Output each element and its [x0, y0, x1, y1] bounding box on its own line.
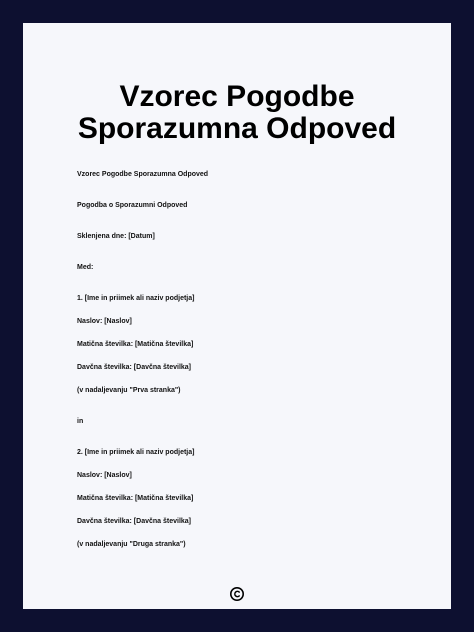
document-line: Med:	[77, 264, 94, 271]
document-page	[23, 23, 451, 609]
document-line: (v nadaljevanju "Prva stranka")	[77, 387, 181, 394]
document-title	[23, 81, 451, 145]
document-line: Davčna številka: [Davčna številka]	[77, 364, 192, 371]
document-line: 1. [Ime in priimek ali naziv podjetja]	[77, 295, 195, 302]
document-line: Naslov: [Naslov]	[77, 472, 132, 479]
document-line: Vzorec Pogodbe Sporazumna Odpoved	[77, 171, 209, 178]
document-line: (v nadaljevanju "Druga stranka")	[77, 541, 186, 548]
document-line: Matična številka: [Matična številka]	[77, 341, 194, 348]
document-line: Sklenjena dne: [Datum]	[77, 233, 155, 240]
document-line: Davčna številka: [Davčna številka]	[77, 518, 192, 525]
document-line: in	[77, 418, 84, 425]
document-title-line-2: Sporazumna Odpoved	[77, 112, 397, 145]
copyright-icon	[229, 586, 245, 602]
document-line: Matična številka: [Matična številka]	[77, 495, 194, 502]
document-line: Naslov: [Naslov]	[77, 318, 132, 325]
document-line: 2. [Ime in priimek ali naziv podjetja]	[77, 449, 195, 456]
document-title-line-1: Vzorec Pogodbe	[119, 80, 355, 113]
document-line: Pogodba o Sporazumni Odpoved	[77, 202, 188, 209]
